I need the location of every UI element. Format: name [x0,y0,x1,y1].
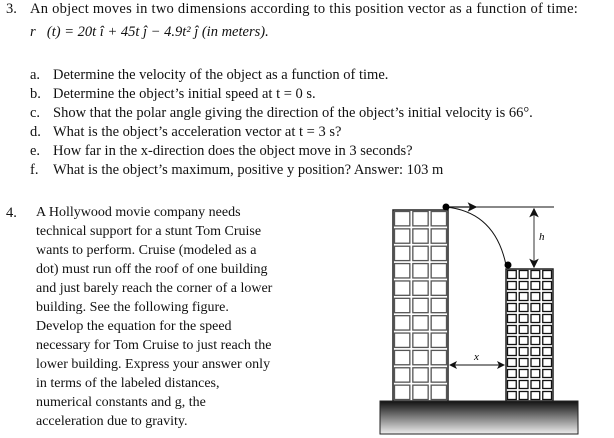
window [543,381,552,389]
tall-building [393,210,448,401]
window [395,333,410,347]
window [395,212,410,226]
window [508,392,517,400]
ground [380,401,578,434]
window [413,368,428,382]
window [508,271,517,279]
window [519,271,528,279]
part-text: Determine the object’s initial speed at t = 0 s. [53,86,316,102]
window [508,370,517,378]
part-label: b. [30,86,41,102]
problem-4-line: A Hollywood movie company needs [36,205,241,220]
window [508,315,517,323]
window [543,293,552,301]
window [531,337,540,345]
window [543,370,552,378]
window [543,348,552,356]
problem-3-number: 3. [6,1,17,17]
problem-4-line: and just barely reach the corner of a lower [36,281,273,296]
window [519,359,528,367]
window [543,326,552,334]
problem-4-line: dot) must run off the roof of one building [36,262,268,277]
window [531,359,540,367]
window [519,392,528,400]
position-vector-equation: r⃗(t) = 20t î + 45t ĵ − 4.9t² ĵ (in meters). [30,24,269,40]
window [431,229,446,243]
part-label: a. [30,67,41,83]
problem-4-line: numerical constants and g, the [36,395,206,410]
window [413,333,428,347]
window [508,293,517,301]
window [431,316,446,330]
window [531,348,540,356]
window [395,264,410,278]
part-text: Determine the velocity of the object as a function of time. [53,67,389,83]
window [508,337,517,345]
window [395,350,410,364]
trajectory-curve [446,207,506,265]
window [508,326,517,334]
problem-4-line: lower building. Express your answer only [36,357,271,372]
window [508,282,517,290]
window [519,282,528,290]
window [395,298,410,312]
window [543,359,552,367]
window [395,385,410,399]
window [543,337,552,345]
window [543,282,552,290]
window [431,281,446,295]
problem-4-line: necessary for Tom Cruise to just reach the [36,338,272,353]
window [531,315,540,323]
window [543,271,552,279]
window [508,359,517,367]
window [413,350,428,364]
window [431,350,446,364]
window [531,381,540,389]
window [413,298,428,312]
window [508,304,517,312]
window [413,246,428,260]
window [395,281,410,295]
window [531,304,540,312]
problem-4-line: Develop the equation for the speed [36,319,232,334]
problem-4-line: building. See the following figure. [36,300,229,315]
window [543,315,552,323]
window [413,229,428,243]
window [519,326,528,334]
window [395,246,410,260]
window [519,381,528,389]
window [431,333,446,347]
window [395,368,410,382]
window [519,304,528,312]
distance-label: x [474,351,479,363]
window [431,264,446,278]
window [413,281,428,295]
window [413,264,428,278]
problem-4-line: acceleration due to gravity. [36,414,188,429]
window [431,212,446,226]
window [395,229,410,243]
window [519,348,528,356]
part-text: What is the object’s acceleration vector at t = 3 s? [53,124,342,140]
window [395,316,410,330]
landing-dot [505,262,512,269]
window [531,370,540,378]
part-label: c. [30,105,41,121]
part-text: How far in the x-direction does the object move in 3 seconds? [53,143,413,159]
problem-4-number: 4. [6,205,17,221]
start-dot [443,204,450,211]
window [519,293,528,301]
window [431,246,446,260]
part-text: What is the object’s maximum, positive y position? Answer: 103 m [53,162,444,178]
window [531,293,540,301]
window [431,368,446,382]
problem-4-line: in terms of the labeled distances, [36,376,220,391]
height-label: h [539,231,545,243]
window [519,337,528,345]
problem-3-intro: An object moves in two dimensions according to this position vector as a function of time: [30,1,579,17]
window [508,381,517,389]
short-building [506,269,553,401]
window [543,304,552,312]
part-label: e. [30,143,41,159]
window [413,212,428,226]
window [431,298,446,312]
window [508,348,517,356]
window [413,385,428,399]
part-label: f. [30,162,39,178]
window [531,271,540,279]
window [531,392,540,400]
window [519,370,528,378]
part-text: Show that the polar angle giving the direction of the object’s initial velocity is 66°. [53,105,533,121]
window [543,392,552,400]
problem-4-line: wants to perform. Cruise (modeled as a [36,243,257,258]
window [531,326,540,334]
window [519,315,528,323]
part-label: d. [30,124,41,140]
problem-4-line: technical support for a stunt Tom Cruise [36,224,262,239]
window [413,316,428,330]
window [431,385,446,399]
window [531,282,540,290]
